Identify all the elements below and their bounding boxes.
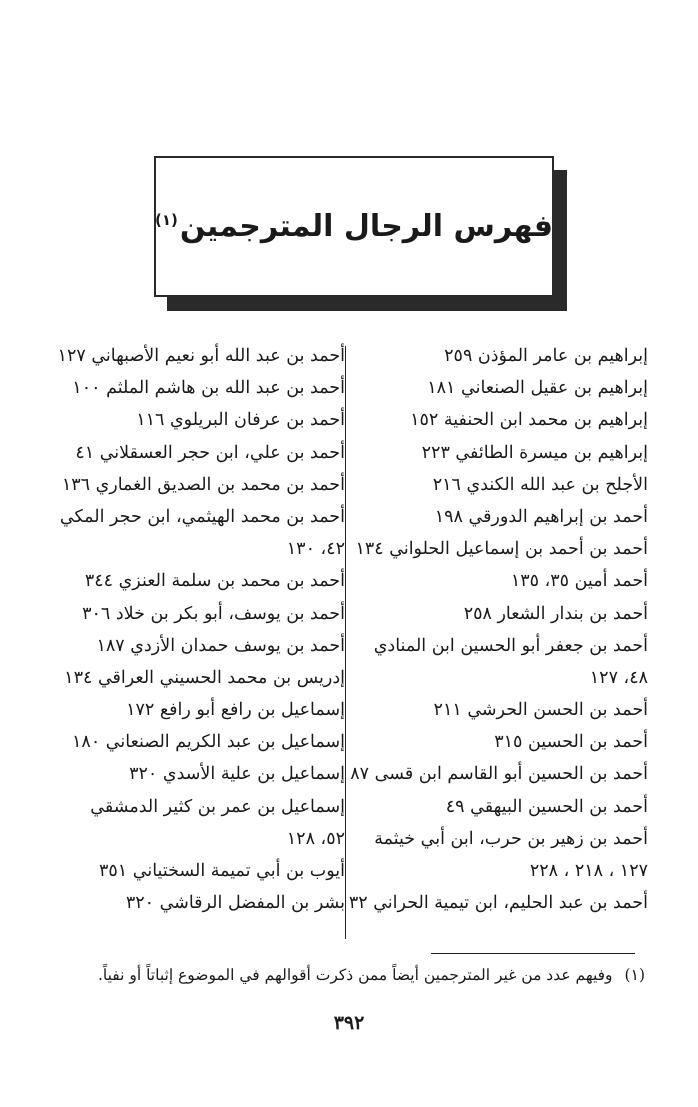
index-entry: إسماعيل بن عمر بن كثير الدمشقي (90, 796, 345, 817)
page-title-text: فهرس الرجال المترجمين (179, 209, 553, 244)
title-box (154, 156, 554, 297)
index-entry-continuation: ٥٢، ١٢٨ (286, 828, 345, 849)
index-entry: أحمد بن محمد الهيثمي، ابن حجر المكي (59, 506, 345, 527)
index-entry: أحمد بن محمد بن الصديق الغماري ١٣٦ (61, 474, 345, 495)
index-entry: أحمد بن زهير بن حرب، ابن أبي خيثمة (374, 828, 648, 849)
index-entry: إسماعيل بن علية الأسدي ٣٢٠ (129, 764, 345, 785)
index-entry: أحمد بن أحمد بن إسماعيل الحلواني ١٣٤ (355, 539, 648, 560)
index-entry: إبراهيم بن عامر المؤذن ٢٥٩ (444, 346, 648, 366)
index-entry: بشر بن المفضل الرقاشي ٣٢٠ (125, 893, 345, 914)
index-entry: أحمد بن عبد الله أبو نعيم الأصبهاني ١٢٧ (57, 346, 345, 366)
index-entry: إبراهيم بن ميسرة الطائفي ٢٢٣ (421, 442, 648, 463)
page-number: ٣٩٢ (333, 1012, 365, 1034)
index-entry: إدريس بن محمد الحسيني العراقي ١٣٤ (64, 667, 345, 688)
index-entry: أحمد بن يوسف، أبو بكر بن خلاد ٣٠٦ (82, 603, 345, 624)
index-entry: أحمد بن الحسين أبو القاسم ابن قسى ٨٧ (350, 764, 648, 785)
footnote (45, 960, 645, 990)
index-entry: إسماعيل بن رافع أبو رافع ١٧٢ (126, 700, 345, 721)
index-entry: أحمد بن الحسين ٣١٥ (494, 732, 648, 753)
index-entry: أحمد بن عرفان البريلوي ١١٦ (136, 410, 345, 431)
index-entry: أحمد بن عبد الله بن هاشم الملثم ١٠٠ (72, 378, 345, 399)
footnote-text: وفيهم عدد من غير المترجمين أيضاً ممن ذكرت أقوالهم في الموضوع إثباتاً أو نفياً. (97, 966, 613, 984)
index-entry: الأجلح بن عبد الله الكندي ٢١٦ (432, 474, 648, 495)
footnote-separator (431, 953, 635, 954)
index-entry: أحمد بن يوسف حمدان الأزدي ١٨٧ (96, 635, 345, 656)
index-entry: أحمد بن الحسين البيهقي ٤٩ (445, 796, 648, 817)
index-entry: أحمد بن جعفر أبو الحسين ابن المنادي (373, 635, 648, 656)
index-column-left (40, 340, 345, 919)
index-entry: أحمد بن عبد الحليم، ابن تيمية الحراني ٣٢ (348, 893, 648, 914)
index-entry: أيوب بن أبي تميمة السختياني ٣٥١ (99, 861, 345, 881)
index-entry-continuation: ٤٨، ١٢٧ (589, 667, 648, 688)
index-entry: أحمد بن الحسن الحرشي ٢١١ (433, 700, 648, 721)
index-entry-continuation: ١٢٧ ، ٢١٨ ، ٢٢٨ (529, 861, 648, 881)
index-entry: أحمد أمين ٣٥، ١٣٥ (510, 571, 648, 592)
index-entry-continuation: ٤٢، ١٣٠ (286, 539, 345, 560)
footnote-marker: (١) (624, 966, 645, 984)
page-title (155, 209, 553, 244)
index-entry: إسماعيل بن عبد الكريم الصنعاني ١٨٠ (72, 732, 345, 753)
index-entry: أحمد بن إبراهيم الدورقي ١٩٨ (434, 506, 648, 527)
index-entry: أحمد بن محمد بن سلمة العنزي ٣٤٤ (84, 571, 345, 592)
index-column-right (348, 340, 648, 919)
index-entry: أحمد بن بندار الشعار ٢٥٨ (463, 603, 648, 624)
index-entry: أحمد بن علي، ابن حجر العسقلاني ٤١ (75, 442, 345, 463)
title-footnote-marker: (١) (155, 211, 178, 229)
index-entry: إبراهيم بن عقيل الصنعاني ١٨١ (427, 378, 648, 399)
column-divider (345, 346, 346, 939)
index-entry: إبراهيم بن محمد ابن الحنفية ١٥٢ (410, 410, 648, 431)
